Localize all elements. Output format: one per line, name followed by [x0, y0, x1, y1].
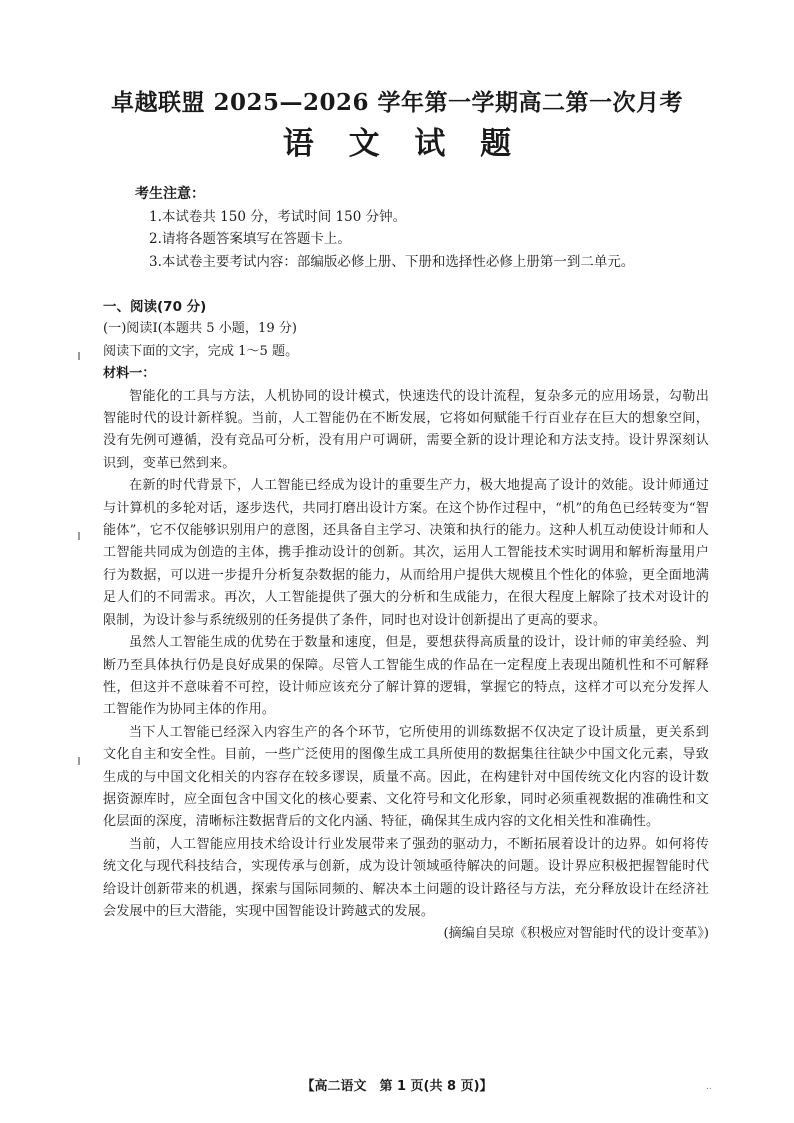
notice-item: 2.请将各题答案填写在答题卡上。	[149, 231, 351, 247]
notice-item: 3.本试卷主要考试内容：部编版必修上册、下册和选择性必修上册第一到二单元。	[149, 253, 635, 270]
material-source: (摘编自吴琼《积极应对智能时代的设计变革》)	[443, 926, 709, 942]
material-paragraph: 虽然人工智能生成的优势在于数量和速度，但是，要想获得高质量的设计，设计师的审美经验、判断乃至具体执行仍是良好成果的保障。尽管人工智能生成的作品在一定程度上表现出随机性和不可解释性，但这并不意味着不可控，设计师应该充分了解计算的逻辑，掌握它的特点，这样才可以充分发挥人工智能作为协同主体的作用。	[103, 635, 709, 718]
margin-mark	[78, 757, 80, 765]
material-paragraph: 在新的时代背景下，人工智能已经成为设计的重要生产力，极大地提高了设计的效能。设计师通过与计算机的多轮对话，逐步迭代，共同打磨出设计方案。在这个协作过程中，“机”的角色已经转变为“智能体”，它不仅能够识别用户的意图，还具备自主学习、决策和执行的能力。这种人机互动使设计师和人工智能共同成为创造的主体，携手推动设计的创新。其次，运用人工智能技术实时调用和解析海量用户行为数据，可以进一步提升分析复杂数据的能力，从而给用户提供大规模且个性化的体验，更全面地满足人们的不同需求。再次，人工智能提供了强大的分析和生成能力，在很大程度上解除了技术对设计的限制，为设计参与系统级别的任务提供了条件，同时也对设计创新提出了更高的要求。	[103, 478, 709, 628]
page-footer: 【高二语文 第 1 页(共 8 页)】	[301, 1079, 493, 1094]
margin-mark	[78, 352, 80, 360]
reading-instruction: 阅读下面的文字，完成 1～5 题。	[103, 343, 299, 359]
candidate-notice	[135, 183, 695, 273]
material-label: 材料一：	[103, 366, 156, 382]
notice-title: 考生注意：	[135, 186, 205, 202]
notice-item: 1.本试卷共 150 分，考试时间 150 分钟。	[149, 208, 407, 225]
subject-title: 语 文 试 题	[282, 126, 524, 162]
margin-mark	[78, 532, 80, 540]
section-heading: 一、阅读(70 分)	[103, 299, 207, 315]
reading-section	[103, 296, 709, 946]
material-paragraph: 当前，人工智能应用技术给设计行业发展带来了强劲的驱动力，不断拓展着设计的边界。如何将传统文化与现代科技结合，实现传承与创新，成为设计领域亟待解决的问题。设计界应积极把握智能时代给设计创新带来的机遇，探索与国际同频的、解决本土问题的设计路径与方法，充分释放设计在经济社会发展中的巨大潜能，实现中国智能设计跨越式的发展。	[103, 836, 709, 919]
material-paragraph: 当下人工智能已经深入内容生产的各个环节，它所使用的训练数据不仅决定了设计质量，更关系到文化自主和安全性。目前，一些广泛使用的图像生成工具所使用的数据集往往缺少中国文化元素，导致生成的与中国文化相关的内容存在较多谬误，质量不高。因此，在构建针对中国传统文化内容的设计数据资源库时，应全面包含中国文化的核心要素、文化符号和文化形象，同时必须重视数据的准确性和文化层面的深度，清晰标注数据背后的文化内涵、特征，确保其生成内容的文化相关性和准确性。	[103, 724, 709, 830]
material-paragraph: 智能化的工具与方法，人机协同的设计模式，快速迭代的设计流程，复杂多元的应用场景，勾勒出智能时代的设计新样貌。当前，人工智能仍在不断发展，它将如何赋能千行百业存在巨大的想象空间，没有先例可遵循，没有竞品可分析，没有用户可调研，需要全新的设计理论和方法支持。设计界深刻认识到，变革已然到来。	[103, 388, 709, 471]
exam-title: 卓越联盟 2025—2026 学年第一学期高二第一次月考	[110, 89, 684, 116]
scan-dots: ..	[706, 1082, 712, 1092]
section-subheading: (一)阅读Ⅰ(本题共 5 小题，19 分)	[103, 321, 298, 337]
